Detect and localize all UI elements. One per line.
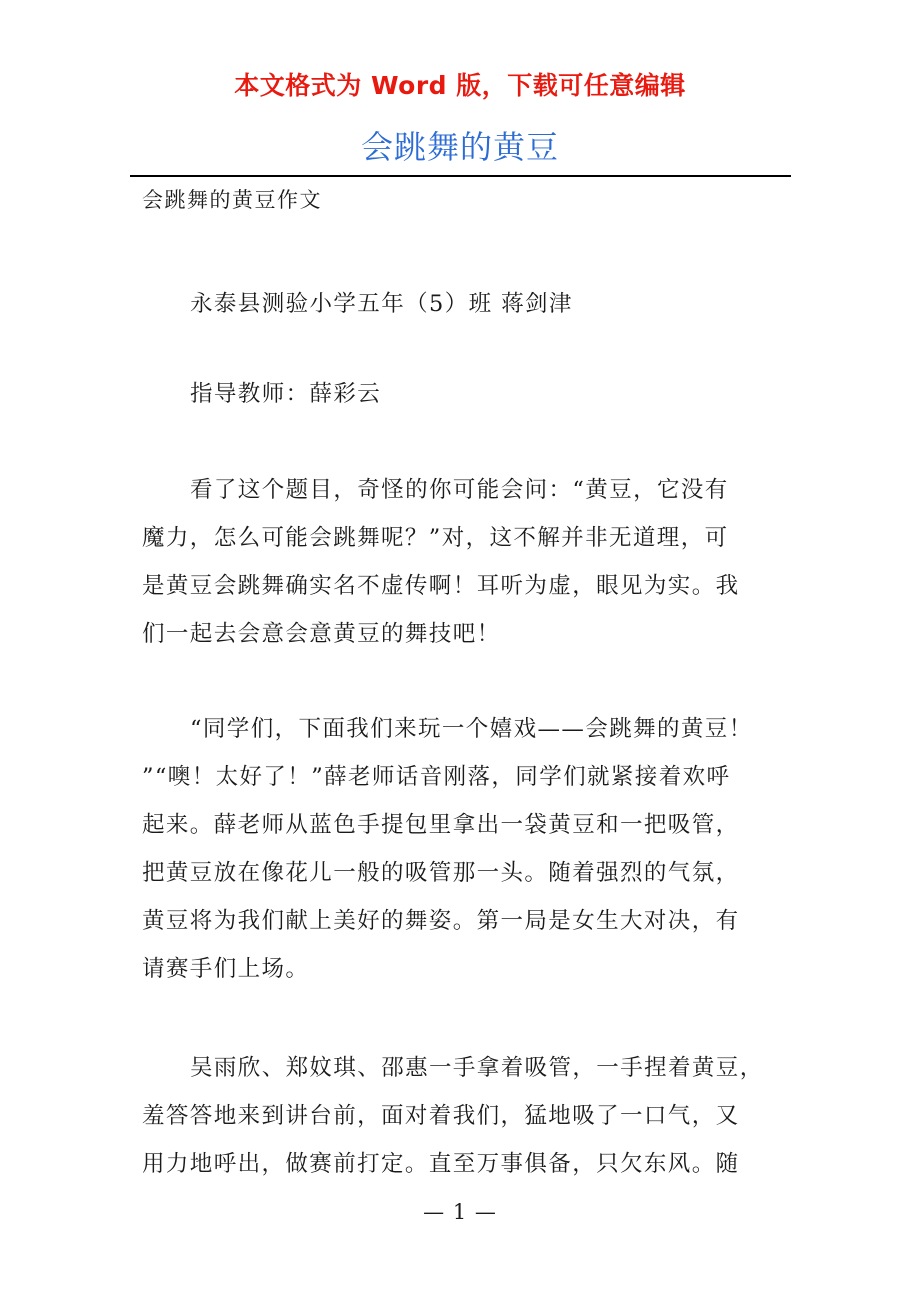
document-title: 会跳舞的黄豆 [360,128,559,166]
download-banner: 本文格式为 Word 版，下载可任意编辑 [234,71,686,100]
paragraph-line: 起来。薛老师从蓝色手提包里拿出一袋黄豆和一把吸管， [142,812,740,838]
title-divider [130,175,791,177]
paragraph-line: 们一起去会意会意黄豆的舞技吧！ [142,621,501,647]
paragraph [142,705,772,993]
paragraph-line: “同学们，下面我们来玩一个嬉戏——会跳舞的黄豆！ [190,716,753,742]
paragraph-line: 永泰县测验小学五年（5）班 蒋剑津 [190,291,573,317]
paragraph-line: 用力地呼出，做赛前打定。直至万事俱备，只欠东风。随 [142,1151,740,1177]
paragraph [142,466,772,658]
paragraph-line: ”“噢！太好了！”薛老师话音刚落，同学们就紧接着欢呼 [142,764,731,790]
paragraph-line: 吴雨欣、郑妏琪、邵惠一手拿着吸管，一手捏着黄豆， [190,1055,764,1081]
paragraph-line: 看了这个题目，奇怪的你可能会问：“黄豆，它没有 [190,477,729,503]
document-subtitle: 会跳舞的黄豆作文 [142,188,322,212]
paragraph-line: 是黄豆会跳舞确实名不虚传啊！耳听为虚，眼见为实。我 [142,573,740,599]
paragraph-line: 把黄豆放在像花儿一般的吸管那一头。随着强烈的气氛， [142,860,740,886]
paragraph [142,370,772,418]
paragraph-line: 指导教师：薛彩云 [190,381,382,407]
paragraph-line: 请赛手们上场。 [142,956,310,982]
page-number: — 1 — [423,1200,497,1224]
paragraph [142,1044,772,1188]
paragraph-line: 羞答答地来到讲台前，面对着我们，猛地吸了一口气，又 [142,1103,740,1129]
paragraph [142,280,772,328]
paragraph-line: 魔力，怎么可能会跳舞呢？”对，这不解并非无道理，可 [142,525,729,551]
paragraph-line: 黄豆将为我们献上美好的舞姿。第一局是女生大对决，有 [142,908,740,934]
